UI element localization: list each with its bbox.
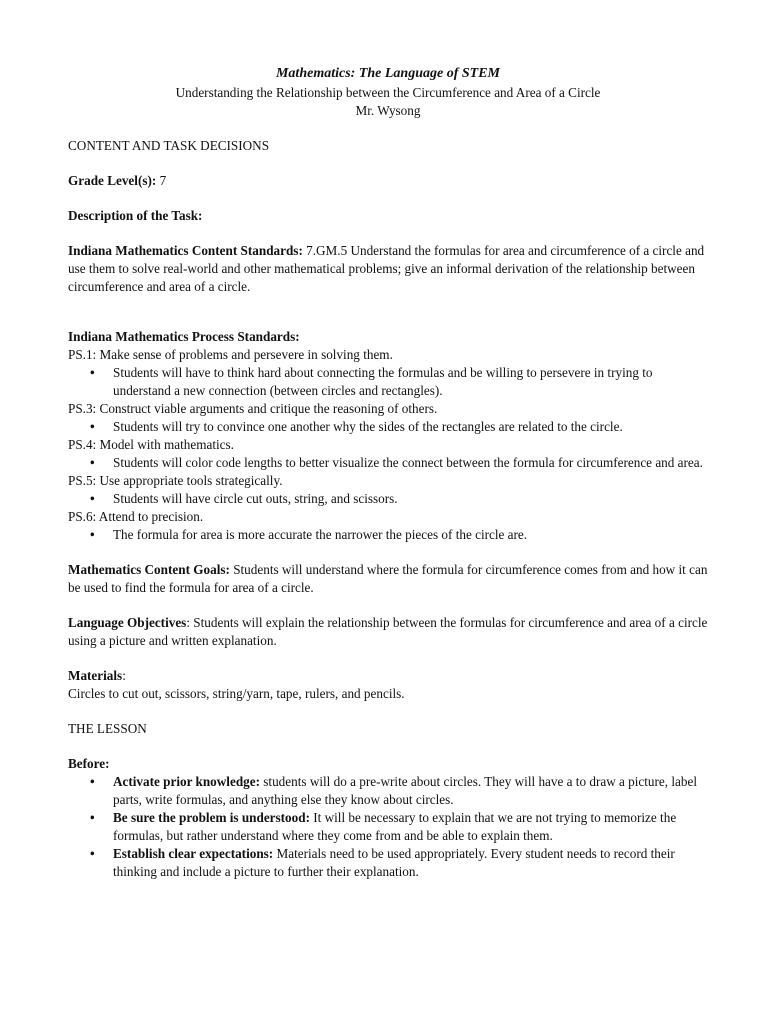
section-heading-content-task: CONTENT AND TASK DECISIONS bbox=[68, 138, 270, 153]
list-item: • Students will have circle cut outs, string, and scissors. bbox=[68, 490, 708, 508]
description-label: Description of the Task: bbox=[68, 208, 203, 223]
grade-level-label: Grade Level(s): bbox=[68, 173, 157, 188]
list-item: • Students will try to convince one another why the sides of the rectangles are related to the circle. bbox=[68, 418, 708, 436]
list-item: • Be sure the problem is understood: It will be necessary to explain that we are not trying to memorize the formulas, but rather understand where they come from and be able to explain them. bbox=[68, 809, 708, 845]
list-item: • The formula for area is more accurate the narrower the pieces of the circle are. bbox=[68, 526, 708, 544]
list-item: • Activate prior knowledge: students will do a pre-write about circles. They will have a to draw a picture, label parts, write formulas, and anything else they know about circles. bbox=[68, 773, 708, 809]
content-standards-text: 7.GM.5 Understand the formulas for area and circumference of a circle and use them to solve real-world and other mathematical problems; give an informal derivation of the relationship between circumference and area of a circle. bbox=[68, 243, 705, 294]
process-standards-heading: Indiana Mathematics Process Standards: bbox=[68, 329, 300, 344]
grade-level-value: 7 bbox=[156, 173, 167, 188]
process-standard: PS.5: Use appropriate tools strategically. bbox=[68, 473, 283, 488]
materials-heading: Materials: bbox=[68, 668, 126, 683]
process-standard: PS.3: Construct viable arguments and critique the reasoning of others. bbox=[68, 401, 438, 416]
content-standards bbox=[68, 242, 708, 296]
document-page bbox=[68, 64, 708, 881]
document-title: Mathematics: The Language of STEM bbox=[275, 66, 500, 81]
process-standard: PS.1: Make sense of problems and persevere in solving them. bbox=[68, 347, 393, 362]
before-heading: Before: bbox=[68, 756, 110, 771]
process-standards-list bbox=[68, 346, 708, 544]
list-item: • Establish clear expectations: Materials need to be used appropriately. Every student needs to record their thinking and include a picture to further their explanation. bbox=[68, 845, 708, 881]
content-goals-label: Mathematics Content Goals: bbox=[68, 562, 230, 577]
language-objectives-label: Language Objectives bbox=[68, 615, 187, 630]
grade-level bbox=[68, 172, 708, 190]
content-goals-text: Students will understand where the formula for circumference comes from and how it can be used to find the formula for area of a circle. bbox=[68, 562, 708, 595]
language-objectives-text: : Students will explain the relationship between the formulas for circumference and area of a circle using a picture and written explanation. bbox=[68, 615, 708, 648]
language-objectives bbox=[68, 614, 708, 650]
document-author: Mr. Wysong bbox=[355, 103, 421, 118]
content-standards-label: Indiana Mathematics Content Standards: bbox=[68, 243, 303, 258]
materials-text: Circles to cut out, scissors, string/yarn, tape, rulers, and pencils. bbox=[68, 686, 405, 701]
list-item: • Students will have to think hard about connecting the formulas and be willing to persevere in trying to understand a new connection (between circles and rectangles). bbox=[68, 364, 708, 400]
process-standard: PS.6: Attend to precision. bbox=[68, 509, 204, 524]
list-item: • Students will color code lengths to better visualize the connect between the formula for circumference and area. bbox=[68, 454, 708, 472]
process-standard: PS.4: Model with mathematics. bbox=[68, 437, 234, 452]
section-heading-lesson: THE LESSON bbox=[68, 721, 147, 736]
content-goals bbox=[68, 561, 708, 597]
document-subtitle: Understanding the Relationship between the Circumference and Area of a Circle bbox=[175, 85, 601, 100]
before-list bbox=[68, 773, 708, 881]
